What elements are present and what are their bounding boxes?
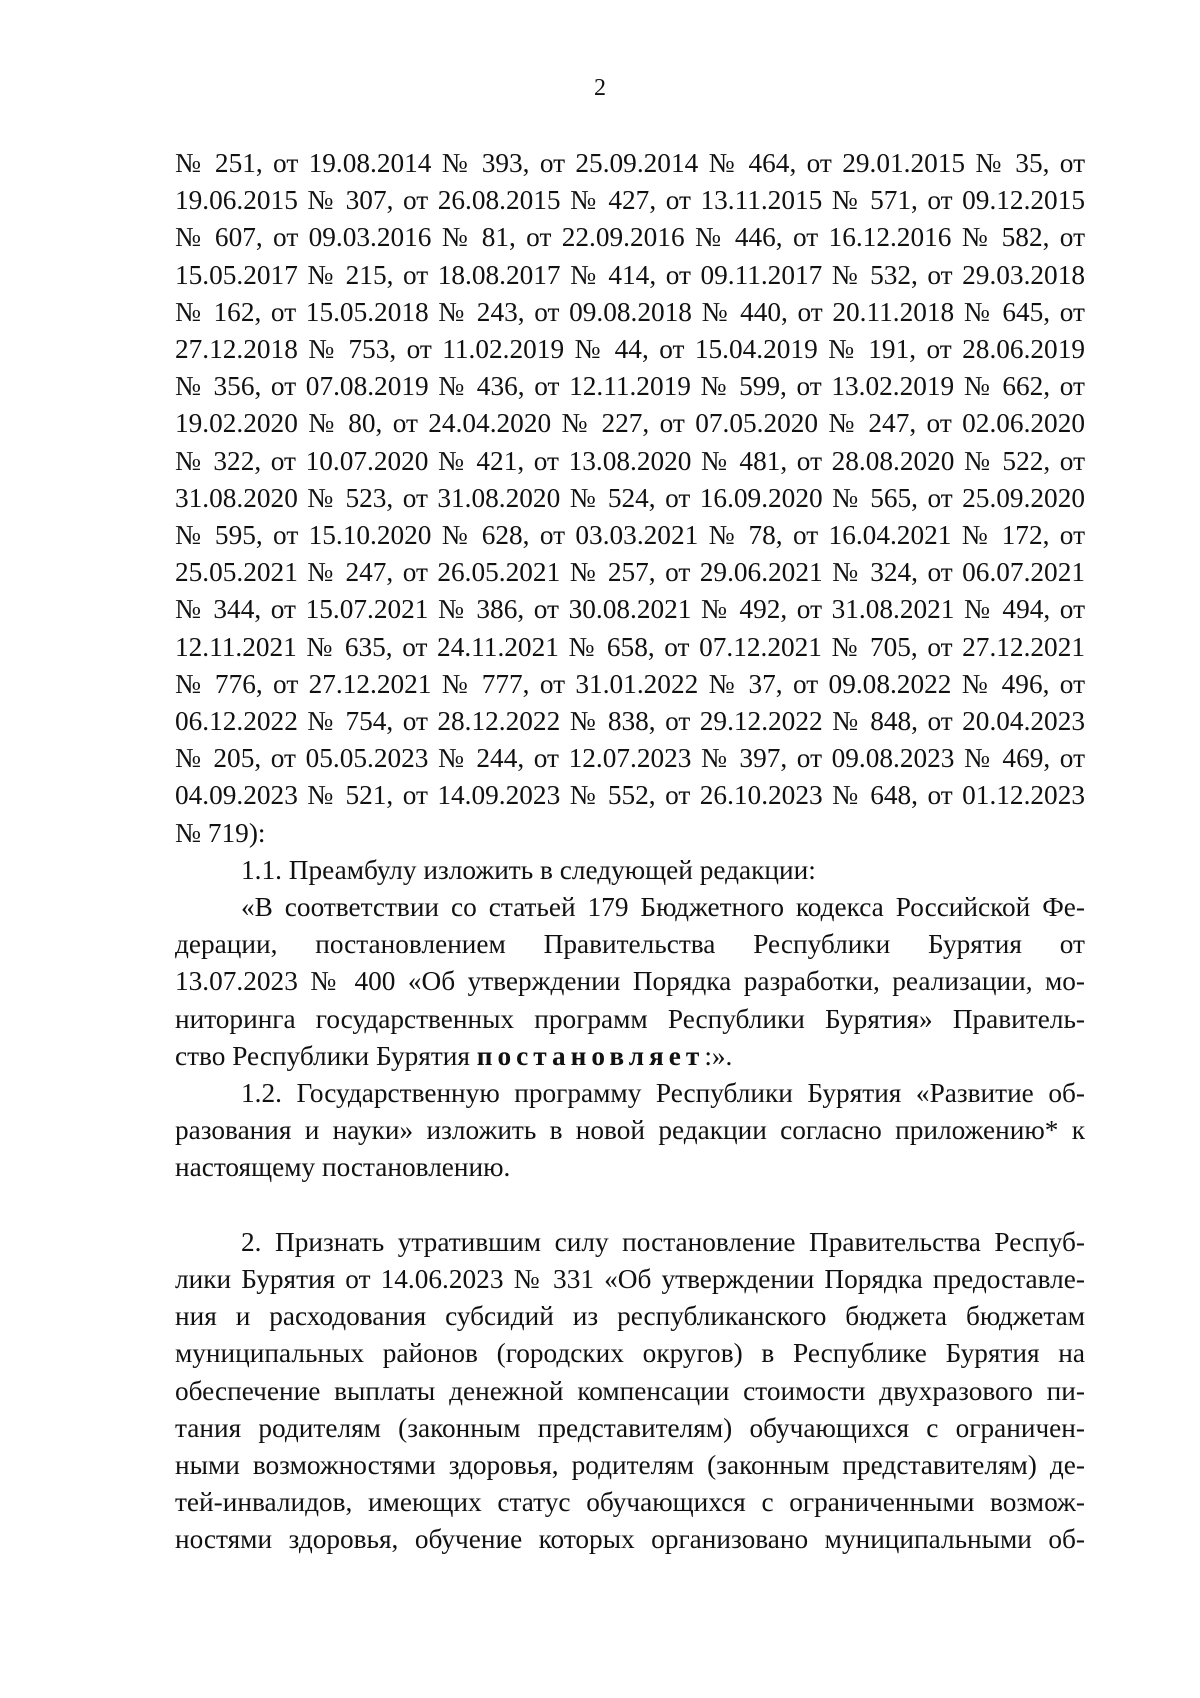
preamble-line [175,1038,1085,1075]
item-1-2-line: настоящему постановлению. [175,1152,511,1183]
item-1-1-paragraph [175,852,1085,889]
list-line: № 719): [175,817,266,848]
item-2-line: лики Бурятия от 14.06.2023 № 331 «Об утверждении Порядка предоставле- [175,1263,1085,1294]
list-line: № 776, от 27.12.2021 № 777, от 31.01.2022 № 37, от 09.08.2022 № 496, от [175,668,1085,699]
preamble-last-suffix: :». [704,1040,733,1071]
item-2-line: тей-инвалидов, имеющих статус обучающихся с ограниченными возмож- [175,1487,1085,1518]
list-line: 06.12.2022 № 754, от 28.12.2022 № 838, от 29.12.2022 № 848, от 20.04.2023 [175,706,1085,737]
list-line: 15.05.2017 № 215, от 18.08.2017 № 414, от 09.11.2017 № 532, от 29.03.2018 [175,259,1085,290]
item-2-line: ностями здоровья, обучение которых организовано муниципальными об- [175,1524,1085,1555]
list-line: № 595, от 15.10.2020 № 628, от 03.03.2021 № 78, от 16.04.2021 № 172, от [175,520,1085,551]
paragraph-gap [175,1187,1085,1224]
item-2-line: ния и расходования субсидий из республиканского бюджета бюджетам [175,1301,1085,1332]
preamble-quote-paragraph [175,889,1085,1075]
list-line: 19.02.2020 № 80, от 24.04.2020 № 227, от 07.05.2020 № 247, от 02.06.2020 [175,408,1085,439]
list-line: № 344, от 15.07.2021 № 386, от 30.08.2021 № 492, от 31.08.2021 № 494, от [175,594,1085,625]
decree-keyword: постановляет [476,1040,705,1071]
item-1-2-line: 1.2. Государственную программу Республики Бурятия «Развитие об- [241,1078,1085,1109]
list-line: № 205, от 05.05.2023 № 244, от 12.07.2023 № 397, от 09.08.2023 № 469, от [175,743,1085,774]
list-line: 12.11.2021 № 635, от 24.11.2021 № 658, от 07.12.2021 № 705, от 27.12.2021 [175,631,1085,662]
list-line: № 162, от 15.05.2018 № 243, от 09.08.2018 № 440, от 20.11.2018 № 645, от [175,296,1085,327]
preamble-line: 13.07.2023 № 400 «Об утверждении Порядка разработки, реализации, мо- [175,966,1085,997]
list-line: 19.06.2015 № 307, от 26.08.2015 № 427, от 13.11.2015 № 571, от 09.12.2015 [175,185,1085,216]
item-2-line: муниципальных районов (городских округов) в Республике Бурятия на [175,1338,1085,1369]
preamble-last-prefix: ство Республики Бурятия [175,1040,477,1071]
item-2-line: обеспечение выплаты денежной компенсации стоимости двухразового пи- [175,1375,1085,1406]
list-line: 25.05.2021 № 247, от 26.05.2021 № 257, от 29.06.2021 № 324, от 06.07.2021 [175,557,1085,588]
preamble-line: дерации, постановлением Правительства Республики Бурятия от [175,929,1085,960]
item-1-1-line: 1.1. Преамбулу изложить в следующей редакции: [241,854,816,885]
amendments-list-paragraph [175,145,1085,852]
list-line: № 322, от 10.07.2020 № 421, от 13.08.2020 № 481, от 28.08.2020 № 522, от [175,445,1085,476]
item-1-2-paragraph [175,1075,1085,1187]
list-line: № 251, от 19.08.2014 № 393, от 25.09.2014 № 464, от 29.01.2015 № 35, от [175,148,1085,178]
list-line: 04.09.2023 № 521, от 14.09.2023 № 552, от 26.10.2023 № 648, от 01.12.2023 [175,780,1085,811]
item-2-line: 2. Признать утратившим силу постановление Правительства Респуб- [241,1226,1085,1257]
preamble-line: ниторинга государственных программ Республики Бурятия» Правитель- [175,1003,1085,1034]
item-1-2-line: разования и науки» изложить в новой редакции согласно приложению* к [175,1115,1085,1146]
list-line: № 607, от 09.03.2016 № 81, от 22.09.2016 № 446, от 16.12.2016 № 582, от [175,222,1085,253]
list-line: 31.08.2020 № 523, от 31.08.2020 № 524, от 16.09.2020 № 565, от 25.09.2020 [175,482,1085,513]
item-2-paragraph [175,1224,1085,1559]
item-2-line: ными возможностями здоровья, родителям (законным представителям) де- [175,1449,1085,1480]
document-body [175,145,1085,1559]
list-line: 27.12.2018 № 753, от 11.02.2019 № 44, от 15.04.2019 № 191, от 28.06.2019 [175,334,1085,365]
list-line: № 356, от 07.08.2019 № 436, от 12.11.2019 № 599, от 13.02.2019 № 662, от [175,371,1085,402]
preamble-line: «В соответствии со статьей 179 Бюджетного кодекса Российской Фе- [241,892,1085,923]
item-2-line: тания родителям (законным представителям) обучающихся с ограничен- [175,1412,1085,1443]
page-number: 2 [594,75,606,101]
